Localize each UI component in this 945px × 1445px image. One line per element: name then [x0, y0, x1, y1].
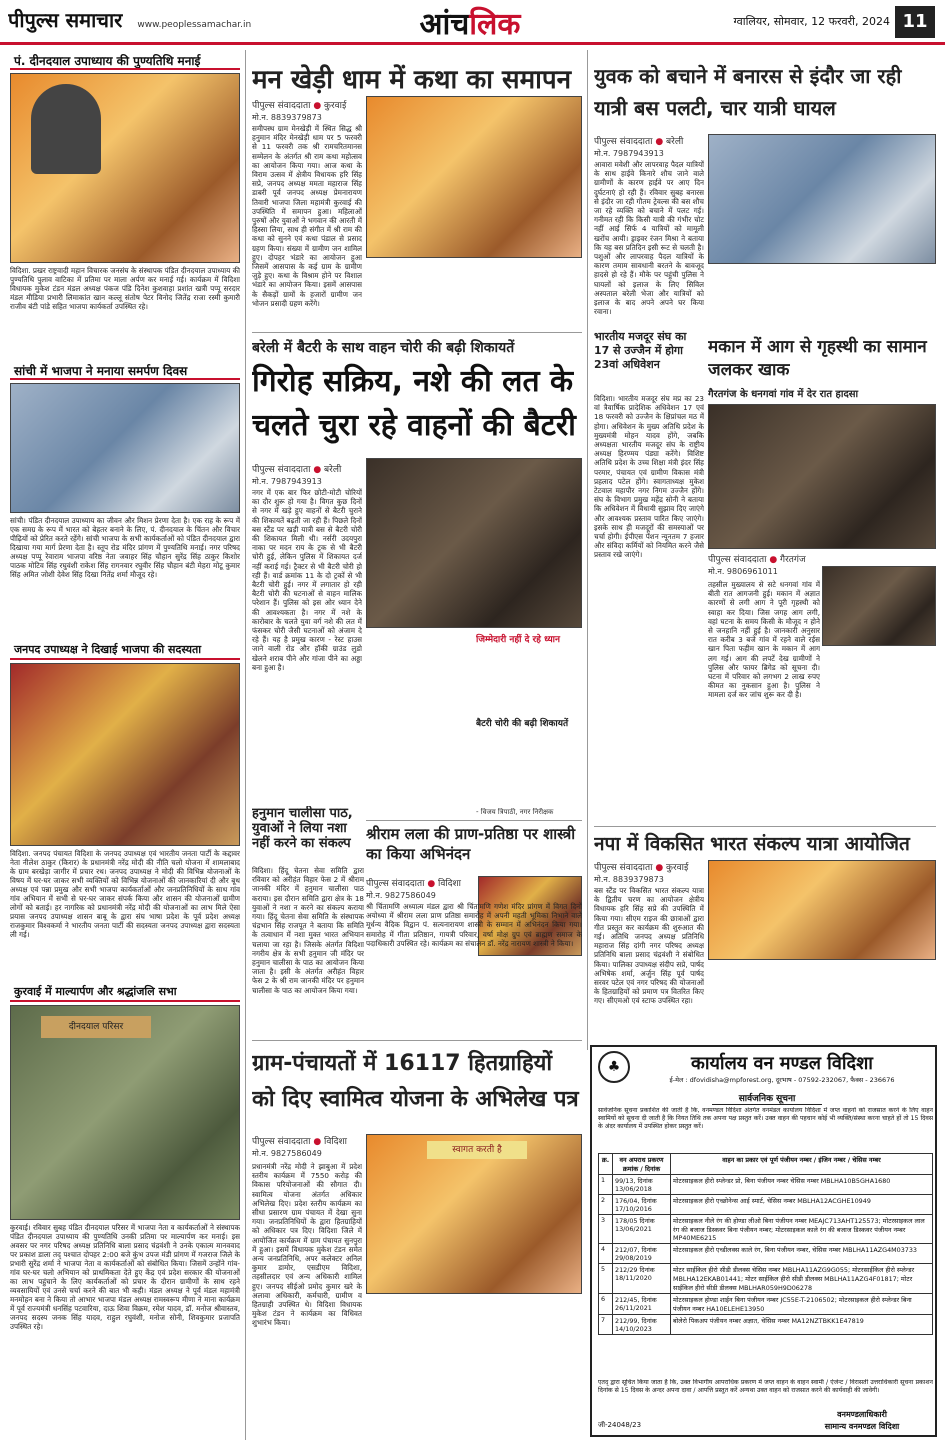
cell-case: 178/05 दिनांक 13/06/2021 [613, 1215, 671, 1244]
headline-bus-accident[interactable]: युवक को बचाने में बनारस से इंदौर जा रही यात्री बस पलटी, चार यात्री घायल [594, 64, 902, 120]
notice-intro: सार्वजनिक सूचना प्रकाशित की जाती है कि, वनमण्डल विदिशा अंतर्गत वनमंडल कार्यालय विदिशा में जप्त वाहनों को राजसात करने के लिए वाहन स्वामियों को सूचना दी जाती है कि नियत तिथि तक अपना पक्ष प्रस्तुत करें। उक्त वाहन की पहचान कोई भी व्यक्ति/संस्था करना चाहते हों तो 15 दिवस के अंदर कार्यालय में उपस्थित होकर प्रस्तुत करें। [598, 1107, 933, 1130]
cell-vehicle: मोटरसाइकल नीले रंग की होण्डा लीओ बिना पंजीयन नम्बर MEAJC713AHT125573; मोटरसाइकल लाल रंग की बजाज डिस्कवर बिना पंजीयन नम्बर; मोटरसाइकल काले रंग की बजाज डिस्कवर पंजीयन नम्बर MP40ME6215 [671, 1215, 933, 1244]
byline-mobile: मो.न. 9806961011 [708, 567, 778, 576]
caption-janpad-membership: विदिशा. जनपद पंचायत विदिशा के जनपद उपाध्यक्ष एवं भारतीय जनता पार्टी के कद्दावर नेता नीलेश ठाकुर (किरार) के प्रधानमंत्री नरेंद्र मोदी की नीति चलो योजना में शामलाबाद के ग्राम बरखेड़ा जागीर में प्रचार रथ। जनपद उपाध्यक्ष ने मोदी की विभिन्न योजनाओं के विषय में घर-घर जाकर सभी व्यक्तियों को विभिन्न योजनाओं की जानकारियां दी और बूथ अध्यक्ष एवं पन्ना प्रमुख और सभी भाजपा कार्यकर्ताओं और जनप्रतिनिधियों के साथ गांव गांव अभियान में सभी से घर-घर जाकर संपर्क किया और शासन की योजनाओं ग्रामीण लोगों को बताई। हर नागरिक को प्रधानमंत्री नरेंद्र मोदी की योजनाओं का लाभ मिले ऐसा प्रयास जनपद उपाध्यक्ष शासन बाबू के द्वारा संघ भाषा प्रदेश के पूर्व प्रदेश अध्यक्ष राजकुमार विश्वकर्मा ने भारतीय जनता पार्टी की सदस्यता जनपद उपाध्यक्ष द्वारा सदस्यता ली गई। [10, 849, 240, 939]
story-fire-body: तहसील मुख्यालय से सटे धनगवां गांव में बीती रात आगजनी हुई। मकान में अज्ञात कारणों से लगी आग ने पूरी गृहस्थी को स्वाहा कर दिया। जिस जगह आग लगी, वहां घटना के समय किसी के मौजूद न होने से जनहानि नहीं हुई है। जानकारी अनुसार रात करीब 3 बजे गांव में रहने वाले रईस खान पिता फहीम खान के मकान में आग लग गई। आग की लपटें देख ग्रामीणों ने पुलिस और फायर ब्रिगेड को सूचना दी। घटना में परिवार को लगभग 2 लाख रुपए कीमत का नुकसान हुआ है। पुलिस ने मामला दर्ज कर जांच शुरू कर दी है। [708, 580, 820, 700]
photo-janpad-membership [10, 663, 240, 846]
headline-house-fire[interactable]: मकान में आग से गृहस्थी का सामान जलकर खाक [708, 337, 927, 380]
notice-subtitle: सार्वजनिक सूचना [712, 1091, 822, 1105]
cell-no: 1 [599, 1175, 613, 1195]
notice-table-wrap [598, 1153, 933, 1373]
cell-no: 5 [599, 1264, 613, 1294]
cell-vehicle: मोटरसाइकल हीरो एच्छोनेन्स आई स्मार्ट, चेसिस नम्बर MBLHA12ACGHE10949 [671, 1195, 933, 1215]
headline-swamitva[interactable]: ग्राम-पंचायतों में 16117 हितग्राहियों को दिए स्वामित्व योजना के अभिलेख पत्र [252, 1051, 579, 1112]
byline-battery [252, 462, 362, 475]
bullet-icon: ● [313, 465, 322, 475]
photo-deendayal-tribute [10, 73, 240, 263]
story-divider [252, 332, 582, 333]
byline-name: पीपुल्स संवाददाता [594, 137, 653, 147]
masthead [8, 6, 388, 40]
byline-name: पीपुल्स संवाददाता [252, 465, 311, 475]
bullet-icon: ● [769, 555, 778, 565]
notice-sign-title: वनमण्डलाधिकारी [837, 1410, 887, 1419]
byline-mobile: मो.न. 8839379873 [252, 113, 322, 122]
cell-vehicle: मोटर साईकिल हीरो सीडी डीलक्स चेसिस नम्बर MBLHA11AZG9G055; मोटरसाईकिल हीरो स्प्लेन्डर MBLHA12EKAB01441; मोटर साईकिल हीरो सीडी डीलक्स MBLHA11AZG4F01817; मोटर साईकिल हीरो सीडी डीलक्स MBLHAR059H9D06278 [671, 1264, 933, 1294]
byline-mobile: मो.न. 7987943913 [594, 149, 664, 158]
byline-name: पीपुल्स संवाददाता [366, 879, 425, 889]
dateline: ग्वालियर, सोमवार, 12 फरवरी, 2024 [733, 15, 890, 28]
newspaper-logo[interactable]: पीपुल्स समाचार [8, 8, 123, 32]
section-logo-part-1: आंच [419, 7, 470, 40]
notice-footer: एतद् द्वारा सूचित किया जाता है कि, उक्त विभागीय आपराधिक प्रकरण में जप्त वाहन के वाहन स्वामी / ऐजेन्ट / विरासती उत्तराधिकारी सूचना प्रकाशन दिनांक से 15 दिवस के अन्दर अपना दावा / आपत्ति प्रस्तुत करें अन्यथा उक्त वाहन को राजसात करने की कार्यवाही की जावेगी। [598, 1379, 933, 1394]
photo-kurwai-tribute [10, 1005, 240, 1220]
byline-name: पीपुल्स संवाददाता [252, 1137, 311, 1147]
notice-sign-office: सामान्य वनमण्डल विदिशा [824, 1422, 900, 1431]
byline-mobile: मो.न. 9827586049 [252, 1149, 322, 1158]
bullet-icon: ● [313, 101, 322, 111]
cell-vehicle: मोटरसाइकल हीरो स्प्लेन्डर प्रो, बिना पंजीयन नम्बर चेसिस नम्बर MBLHA10B5GHA1680 [671, 1175, 933, 1195]
col-header-case: वन अपराध प्रकरण क्रमांक / दिनांक [613, 1154, 671, 1175]
cell-case: 212/99, दिनांक 14/10/2023 [613, 1315, 671, 1335]
header-rule [0, 42, 945, 45]
notice-title: कार्यालय वन मण्डल विदिशा [691, 1053, 873, 1074]
cell-no: 2 [599, 1195, 613, 1215]
byline-place: विदिशा [324, 1137, 347, 1147]
byline-place: बरेली [324, 465, 342, 475]
story-mazdoor-body: विदिशा। भारतीय मजदूर संघ मप्र का 23 वां त्रैवार्षिक प्रादेशिक अधिवेशन 17 एवं 18 फरवरी को उज्जैन के क्षिप्रांचल मठ में होगा। अधिवेशन के मुख्य अतिथि प्रदेश के मुख्यमंत्री मोहन यादव होंगे, जबकि अध्यक्षता भारतीय मजदूर संघ के राष्ट्रीय अध्यक्ष हिरण्मय पंड्या करेंगे। विशिष्ट अतिथि प्रदेश के उच्च शिक्षा मंत्री इंदर सिंह परमार, पंचायत एवं ग्रामीण विकास मंत्री प्रहलाद पटेल होंगे। स्वागताध्यक्ष मुकेश टेटवाल महापौर नगर निगम उज्जैन होंगे। संघ के विभाग प्रमुख महेंद्र सोनी ने बताया कि अधिवेशन में विधायी सुझाव दिए जाएंगे और आवश्यक प्रस्ताव पारित किए जाएंगे। इसके साथ ही मजदूरों की समस्याओं पर चर्चा होगी। ईपीएस पेंशन न्यूनतम 7 हजार और संविदा कर्मियों को नियमित करने जैसे प्रस्ताव रखे जाएंगे। [594, 394, 704, 560]
photo-kathaa-aarti [366, 96, 582, 258]
cell-case: 212/45, दिनांक 26/11/2021 [613, 1294, 671, 1315]
photo-viksit-bharat-event [708, 860, 936, 960]
byline-place: कुरवाई [666, 863, 689, 873]
story-hanuman-body: विदिशा। हिंदू चेतना सेवा समिति द्वारा रविवार को अरीहंत विहार फेस 2 में श्रीराम जानकी मंदिर में हनुमान चालीसा पाठ कराया। इस दौरान समिति द्वारा क्षेत्र के 18 युवाओं ने नशा न करने का संकल्प कराया गया। हिंदू चेतना सेवा समिति के संस्थापक चंद्रभान सिंह राजपूत ने बताया कि समिति के तत्वाधान में नशा मुक्त भारत अभियान चलाया जा रहा है। जिसके अंतर्गत विदिशा नगरीय क्षेत्र के सभी हनुमान जी मंदिर पर हनुमान चालीसा के पाठ का आयोजन किया जाता है। इसी के अंतर्गत अरीहंत विहार फेस 2 के श्री राम जानकी मंदिर पर हनुमान चालीसा के पाठ का आयोजन किया गया। [252, 866, 364, 995]
byline-swamitva [252, 1134, 362, 1147]
table-row [599, 1175, 933, 1195]
story-battery-body: नगर में एक बार फिर छोटी-मोटी चोरियों का दौर शुरू हो गया है। विगत कुछ दिनों से नगर में खड़े हुए वाहनों से बैटरी चुराने की शिकायतें बढ़ती जा रही हैं। पिछले दिनों बस स्टैंड पर खड़ी यात्री बस से बैटरी चोरी की शिकायत मिली थी। नर्सरी उदयपुरा नाका पर मदन राय के ट्रक से भी बैटरी चोरी हुई, लेकिन पुलिस में शिकायत दर्ज नहीं कराई गई। ट्रैक्टर से भी बैटरी चोरी हो रही हैं। वार्ड क्रमांक 11 के दो ट्रकों से भी बैटरी चोरी हुई। नगर में लगातार हो रही बैटरी चोरी की घटनाओं से वाहन मालिक परेशान हैं। पुलिस को इस ओर ध्यान देने की आवश्यकता है। नगर में नशे के कारोबार के चलते युवा वर्ग नशे की लत में फंसकर चोरी जैसी घटनाओं को अंजाम दे रहे हैं। यह है प्रमुख कारण - रेस्ट हाउस जाने वाली रोड और हॉकी ग्राउंड लुडो खेलने शराब पीने और गांजा पीने का अड्डा बना हुआ है। [252, 488, 362, 672]
bullet-icon: ● [655, 137, 664, 147]
cell-case: 176/04, दिनांक 17/10/2016 [613, 1195, 671, 1215]
table-row [599, 1315, 933, 1335]
bullet-icon: ● [427, 879, 436, 889]
box-sign-ti: - विजय त्रिपाठी, नगर निरीक्षक [476, 808, 554, 816]
photo-fire-house [822, 566, 936, 646]
byline-bus [594, 134, 704, 147]
byline-name: पीपुल्स संवाददाता [708, 555, 767, 565]
cell-case: 99/13, दिनांक 13/06/2018 [613, 1175, 671, 1195]
page-number: 11 [895, 6, 935, 38]
photo-bus-overturned [708, 134, 936, 264]
section-logo [400, 2, 540, 40]
cell-vehicle: मोटरसाइकल होण्डा शाईन बिना पंजीयन नम्बर JC55E-T-2106502; मोटरसाइकल हीरो स्प्लेन्डर बिना पंजीयन नम्बर HA10ELEHE13950 [671, 1294, 933, 1315]
headline-janpad-membership[interactable]: जनपद उपाध्यक्ष ने दिखाई भाजपा की सदस्यता [10, 640, 240, 660]
bullet-icon: ● [313, 1137, 322, 1147]
section-logo-part-2: लिक [469, 7, 521, 40]
cell-vehicle: बोलेरो पिकअप पंजीयन नम्बर अज्ञात, चेसिस नम्बर MA12NZTBKK1E47819 [671, 1315, 933, 1335]
byline-place: गैरतगंज [780, 555, 806, 565]
cell-case: 212/07, दिनांक 29/08/2019 [613, 1244, 671, 1264]
story-kathaa-body: समीपस्थ ग्राम मेनखेड़ी में स्थित सिद्ध श्री हनुमान मंदिर मेनखेड़ी धाम पर 5 फरवरी से 11 फरवरी तक श्री रामचरितमानस सम्मेलन के अंतर्गत श्री राम कथा महोत्सव का आयोजन किया गया। आज कथा के विराम उत्सव में क्षेत्रीय विधायक हरि सिंह सप्रे, जनपद अध्यक्ष ममता महाराज सिंह डाबरी पूर्व जनपद अध्यक्ष प्रेमनारायण तिवारी भाजपा जिला महामंत्री कुरवाई की उपस्थिति में समापन हुआ। महिलाओं पुरुषों और युवाओं ने भगवान की आरती में हिस्सा लिया, साथ ही संगीत में श्री राम की कथा को सुनने एवं कथा पंडाल से प्रसाद ग्रहण किया। संख्या में ग्रामीण जन शामिल हुए। दोपहर भंडारे का आयोजन हुआ जिसमें आसपास के कई ग्राम के ग्रामीण जुड़े हुए। कथा के विश्राम होने पर विशाल भंडारे का आयोजन किया। इसमें आसपास के सैकड़ों ग्रामों के हजारों ग्रामीण जन भोजन प्रसादी ग्रहण करेंगे। [252, 124, 362, 308]
notice-contact: ई-मेल : dfovidisha@mpforest.org, दूरभाष - 07592-232067, फैक्स - 236676 [669, 1076, 895, 1084]
photo-fire-debris [708, 404, 936, 549]
headline-battery-theft[interactable]: गिरोह सक्रिय, नशे की लत के चलते चुरा रहे वाहनों की बैटरी [252, 364, 576, 443]
bullet-icon: ● [655, 863, 664, 873]
statue-icon [31, 84, 101, 174]
caption-sanchi: सांची। पंडित दीनदयाल उपाध्याय का जीवन और मिशन प्रेरणा देता है। एक राह के रूप में एक समग्र के रूप में भारत को बेहतर बनाने के लिए, पं. दीनदयाल के चिंतन और विचार पीढ़ियों को प्रेरित करते रहेंगे। सांची भाजपा के सभी कार्यकर्ताओं को पंडित दीनदयाल द्वारा दिखाया गया मार्ग प्रेरणा देता है। स्तूप रोड मंदिर प्रांगण में पुण्यतिथि मनाई। नगर परिषद अध्यक्ष पप्पू रेवाराम भाजपा वरिष्ठ नेता जवाहर सिंह चौहान सुरेंद्र सिंह ठाकुर किशोर पाठक मोटिव सिंह रघुवंशी राकेश सिंह रागनवार रघुवीर सिंह चौहान बंटी मेहरा मोटू कुमार सिंह अमित जोशी देवेश सिंह दिखा नितेंद्र शर्मा मौजूद रहे। [10, 516, 240, 579]
kurwai-board-sign: दीनदयाल परिसर [41, 1016, 151, 1038]
byline-place: विदिशा [438, 879, 461, 889]
column-divider [245, 50, 246, 1440]
byline-ramlalla [366, 876, 476, 889]
caption-kurwai-tribute: कुरवाई। रविवार सुबह पंडित दीनदयाल परिसर में भाजपा नेता व कार्यकर्ताओं ने संस्थापक पंडित दीनदयाल उपाध्याय की पुण्यतिथि उनकी प्रतिमा पर माल्यार्पण कर मनाई। इस अवसर पर नगर परिषद अध्यक्ष प्रतिनिधि बाला प्रसाद चंद्रवंशी ने उनके एकात्म मानववाद पर प्रकाश डाला तद् पश्चात दोपहर 2:00 बजे कुंभ उपज मंडी प्रांगण में गजराज जिले के प्रभारी सुरेंद्र शर्मा ने भाजपा नेता व कार्यकर्ताओं को संबोधित किया। जिसमें उन्होंने गांव-गांव घर-घर चलो अभियान को प्राथमिकता देते हुए केंद्र एवं प्रदेश सरकार की योजनाओं का लाभ पहुंचाने के लिए कार्यकर्ताओं को प्रचार के दौरान ग्रामीणों के साथ रहने व्यवसायियों एवं उनसे चर्चा करने की बात भी कही। मंडल अध्यक्ष ने पूर्व मंडल महामंत्री मनमोहन बना ने किया तो आभार भाजपा मंडल अध्यक्ष रामस्वरूप मीणा ने माना कार्यक्रम में पूर्व राज्यमंत्री धनसिंह पटवारिया, दाऊ शिवा विक्रम, रमेश यादव, डॉ. मनोज श्रीवास्तव, जनपद सदस्य जनक सिंह यादव, राहुल रघुवंशी, मनोज सोनी, शिवकुमार प्रजापति उपस्थित रहे। [10, 1223, 240, 1331]
caption-deendayal: विदिशा. प्रखर राष्ट्रवादी महान विचारक जनसंघ के संस्थापक पंडित दीनदयाल उपाध्याय की पुण्यतिथि पुलाव वाटिका में प्रतिमा पर माला अर्पण कर मनाई गई। कार्यक्रम में विदिशा विधायक मुकेश टंडन मंडल अध्यक्ष पंकज पंडि दिनेश कुशवाहा प्रशांत खत्री पप्पू सरदार मंडल मीडिया प्रभारी लिमाकांत खान कल्लू संतोष पेटर विनोद जितेंद्र राजा रस्मी कुमारी राजीव बंटी पांडे सहित भाजपा कार्यकर्ता उपस्थित रहे। [10, 266, 240, 311]
photo-swamitva-distribution [366, 1134, 582, 1294]
byline-place: बरेली [666, 137, 684, 147]
headline-kathaa-samapan[interactable]: मन खेड़ी धाम में कथा का समापन [252, 65, 572, 94]
forest-notice [590, 1045, 937, 1437]
table-row [599, 1294, 933, 1315]
story-ramlalla-body: श्री चिंतामणि अध्यात्म मंडल द्वारा श्री चिंतामणि गणेश मंदिर प्रांगण में विगत दिनों अयोध्या में श्रीराम लला प्राण प्रतिष्ठा समारोह में अपनी महती भूमिका निभाने वाले मूर्धन्य वैदिक विद्वान पं. सत्यनारायण शास्त्री के सम्मान में अभिनंदन किया गया। समारोह में गीता प्रतिष्ठान, गायत्री परिवार, वर्षा मोक्ष ग्रुप एवं ब्राह्मण समाज के पदाधिकारी उपस्थित रहे। कार्यक्रम का संचालन डॉ. नरेंद्र नारायण शास्त्री ने किया। [366, 902, 582, 948]
story-divider [594, 826, 936, 827]
byline-mobile: मो.न. 9827586049 [366, 891, 436, 900]
notice-ref: जी-24048/23 [598, 1421, 642, 1429]
story-divider [366, 820, 582, 821]
table-header-row [599, 1154, 933, 1175]
headline-viksit-bharat[interactable]: नपा में विकसित भारत संकल्प यात्रा आयोजित [594, 833, 910, 855]
box-sub-battery: बैटरी चोरी की बढ़ी शिकायतें [476, 719, 569, 729]
vehicle-table [598, 1153, 933, 1335]
column-divider [587, 50, 588, 1050]
col-header-vehicle: वाहन का प्रकार एवं पूर्ण पंजीयन नम्बर / इंजिन नम्बर / चेसिस नम्बर [671, 1154, 933, 1175]
byline-viksit [594, 860, 704, 873]
story-viksit-body: बस स्टैंड पर विकसित भारत संकल्प यात्रा के द्वितीय चरण का आयोजन क्षेत्रीय विधायक हरि सिंह सप्रे की उपस्थिति में किया गया। सीएम राइज की छात्राओं द्वारा गीत प्रस्तुत कर कार्यक्रम की शुरुआत की गई। अतिथि जनपद अध्यक्ष प्रतिनिधि महाराज सिंह दांगी नगर परिषद अध्यक्ष प्रतिनिधि बाला प्रसाद चंद्रवंशी ने संबोधित किया। पालिका उपाध्यक्ष संदीप सप्रे, पार्षद अभिषेक शर्मा, अर्जुन सिंह पूर्व पार्षद सरवर पटेल एवं नगर परिषद की योजनाओं के हितग्राहियों को प्रमाण पत्र वितरित किए गए। सीएमओ एवं स्टाफ उपस्थित रहा। [594, 886, 704, 1006]
headline-ram-lalla[interactable]: श्रीराम लला की प्राण-प्रतिष्ठा पर शास्त्री का किया अभिनंदन [366, 825, 576, 863]
forest-emblem-icon: ♣ [598, 1051, 630, 1083]
byline-name: पीपुल्स संवाददाता [594, 863, 653, 873]
website-url[interactable]: www.peoplessamachar.in [137, 20, 252, 30]
cell-no: 6 [599, 1294, 613, 1315]
table-row [599, 1244, 933, 1264]
cell-no: 7 [599, 1315, 613, 1335]
photo-liquor-bottles [366, 458, 582, 628]
story-bus-body: आवारा मवेशी और लापरवाह पैदल यात्रियों के साथ हाईवे किनारे शौच जाने वाले ग्रामीणों के कारण हाईवे पर आए दिन दुर्घटनाएं हो रही हैं। रविवार सुबह बनारस से इंदौर जा रही गौतम ट्रेवल्स की बस शौच जा रहे व्यक्ति को बचाने में पलट गई। गनीमत रही कि किसी यात्री की गंभीर चोट नहीं आई सिर्फ 4 यात्रियों को मामूली खरोंच आयी। ड्राइवर रंजन मिश्रा ने बताया कि यह बस प्रतिदिन इसी रूट से चलती है। पशुओं और लापरवाह पैदल यात्रियों के कारण तमाम सावधानी बरतने के बावजूद हादसे हो रहे हैं। मौके पर पहुंची पुलिस ने घायलों को इलाज के लिए सिविल अस्पताल बरेली भेजा और यात्रियों को इलाज के बाद अपने अपने घर किया रवाना। [594, 160, 704, 317]
headline-mazdoor-sangh[interactable]: भारतीय मजदूर संघ का 17 से उज्जैन में होगा 23वां अधिवेशन [594, 330, 687, 371]
byline-mobile: मो.न. 7987943913 [252, 477, 322, 486]
story-divider [252, 1040, 582, 1041]
cell-case: 212/29 दिनांक 18/11/2020 [613, 1264, 671, 1294]
cell-no: 3 [599, 1215, 613, 1244]
kicker-battery-theft[interactable]: बरेली में बैटरी के साथ वाहन चोरी की बढ़ी शिकायतें [252, 340, 515, 356]
box-head-responsibility: जिम्मेदारी नहीं दे रहे ध्यान [476, 635, 561, 645]
table-row [599, 1215, 933, 1244]
table-row [599, 1264, 933, 1294]
headline-kurwai-tribute[interactable]: कुरवाई में माल्यार्पण और श्रद्धांजलि सभा [10, 982, 240, 1002]
byline-fire [708, 552, 936, 565]
byline-place: कुरवाई [324, 101, 347, 111]
table-row [599, 1195, 933, 1215]
photo-sanchi-group [10, 383, 240, 513]
subhead-house-fire[interactable]: गैरतगंज के धनगवां गांव में देर रात हादसा [708, 389, 859, 400]
byline-kathaa [252, 98, 362, 111]
headline-hanuman-chalisa[interactable]: हनुमान चालीसा पाठ, युवाओं ने लिया नशा नहीं करने का संकल्प [252, 806, 353, 851]
byline-mobile: मो.न. 8839379873 [594, 875, 664, 884]
welcome-banner: स्वागत करती है [427, 1141, 527, 1159]
headline-sanchi[interactable]: सांची में भाजपा ने मनाया समर्पण दिवस [10, 360, 240, 380]
byline-name: पीपुल्स संवाददाता [252, 101, 311, 111]
cell-vehicle: मोटरसाइकल हीरो एच्डीलक्स काले रंग, बिना पंजीयन नम्बर, चेसिस नम्बर MBLHA11AZG4M03733 [671, 1244, 933, 1264]
cell-no: 4 [599, 1244, 613, 1264]
story-swamitva-body-left: प्रधानमंत्री नरेंद्र मोदी ने झाबुआ में प्रदेश स्तरीय कार्यक्रम में 7550 करोड़ की विकास परियोजनाओं की सौगात दी। स्वामित्व योजना अंतर्गत अधिकार अभिलेख दिए। प्रदेश स्तरीय कार्यक्रम का सीधा प्रसारण ग्राम पंचायत में देखा सुना गया। जनप्रतिनिधियों के द्वारा हितग्राहियों को अधिकार पत्र दिए। विदिशा जिले में आयोजित कार्यक्रम में ग्राम पंचायत सुनपुरा में हुआ। इसमें विधायक मुकेश टंडन समेत अन्य जनप्रतिनिधि, अपर कलेक्टर अनिल कुमार डामोर, एसडीएम विदिशा, तहसीलदार एवं अन्य अधिकारी शामिल हुए। जनपद सीईओ प्रमोद कुमार खरे के अलावा अधिकारी, कर्मचारी, ग्रामीण व हितग्राही उपस्थित थे। विदिशा विधायक मुकेश टंडन ने कार्यक्रम का विधिवत शुभारंभ किया। [252, 1162, 362, 1328]
col-header-no: क्र. [599, 1154, 613, 1175]
headline-deendayal[interactable]: पं. दीनदयाल उपाध्याय की पुण्यतिथि मनाई [10, 50, 240, 70]
